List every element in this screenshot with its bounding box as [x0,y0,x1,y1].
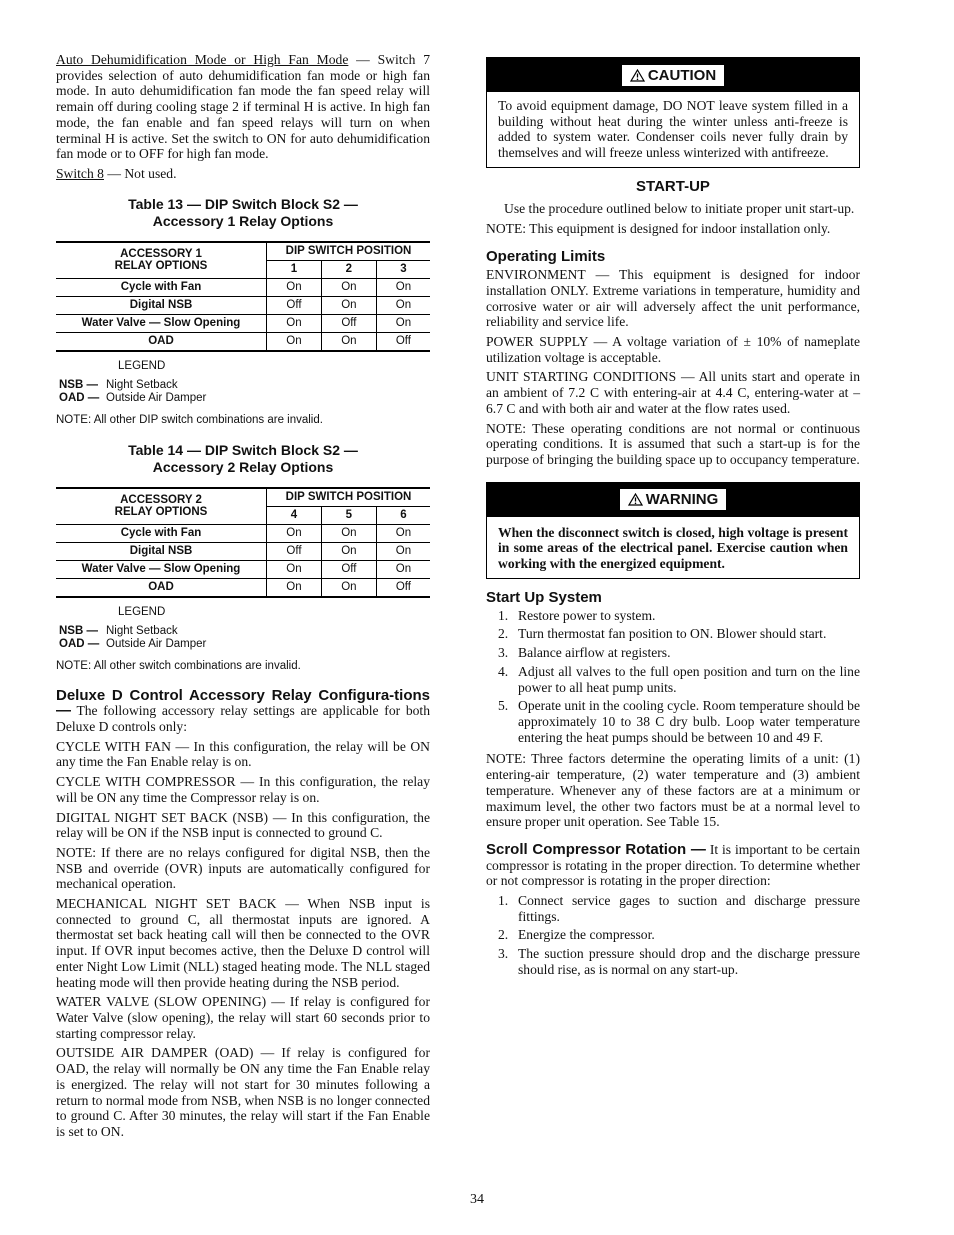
cell: Off [267,296,322,314]
table-14-caption-line1: Table 14 — DIP Switch Block S2 — [128,441,358,458]
cell: On [267,578,322,597]
left-column [56,52,430,1144]
warning-header [487,483,859,517]
body-paragraph: POWER SUPPLY — A voltage variation of ± 10% of nameplate utilization voltage is acceptable. [486,334,860,365]
cell: Off [376,578,430,597]
list-number: 3. [498,645,509,661]
cell: On [376,542,430,560]
list-number: 1. [498,607,509,623]
list-item [486,664,860,695]
legend-title: LEGEND [118,605,166,618]
startup-note: NOTE: This equipment is designed for indoor installation only. [486,220,831,236]
table-13-caption-line2: Accessory 1 Relay Options [152,212,334,229]
list-item [486,946,860,977]
table-14-caption [56,442,430,476]
table-13-label-header-line1: ACCESSORY 1 [120,248,202,261]
list-text: Energize the compressor. [518,927,655,943]
table-14-label-header-line1: ACCESSORY 2 [120,494,202,507]
cell: Off [321,560,376,578]
table-13-label-header [56,242,267,279]
body-paragraph: WATER VALVE (SLOW OPENING) — If relay is configured for Water Valve (slow opening), the relay will start 60 seconds prior to starting compressor relay. [56,994,430,1041]
table-13 [56,241,430,352]
row-label: Water Valve — Slow Opening [56,560,267,578]
table-14-note: NOTE: All other switch combinations are invalid. [56,659,301,672]
cell: On [267,560,322,578]
legend-text: Outside Air Damper [106,391,207,404]
list-item [486,698,860,745]
legend-text: Night Setback [106,624,178,637]
list-text: Connect service gages to suction and discharge pressure fittings. [518,893,860,924]
cell: Off [267,542,322,560]
switch-8-heading: Switch 8 [56,165,104,181]
auto-dehumidification-heading: Auto Dehumidification Mode or High Fan Mode [56,52,349,67]
body-paragraph: UNIT STARTING CONDITIONS — All units start and operate in an ambient of 7.2 C with entering-air at 4.4 C, entering-water at –6.7 C and with both air and water at the flow rates used. [486,369,860,416]
startup-system-title: Start Up System [486,588,602,606]
table-13-note: NOTE: All other DIP switch combinations are invalid. [56,413,323,426]
startup-intro: Use the procedure outlined below to initiate proper unit start-up. [504,200,855,216]
cell: On [321,332,376,351]
legend-text: Outside Air Damper [106,637,207,650]
body-paragraph: DIGITAL NIGHT SET BACK (NSB) — In this configuration, the relay will be ON if the NSB input is connected to ground C. [56,809,430,841]
cell: On [267,314,322,332]
auto-dehumidification-paragraph [56,52,430,162]
table-row [56,278,430,296]
scroll-steps-list [486,893,860,978]
list-number: 1. [498,893,509,909]
list-number: 2. [498,626,509,642]
table-14-legend [59,606,430,651]
caution-header [487,58,859,92]
list-item [486,626,860,642]
list-text: The suction pressure should drop and the discharge pressure should rise, as is normal on any start-up. [518,946,860,977]
body-paragraph: CYCLE WITH FAN — In this configuration, the relay will be ON any time the Fan Enable relay is on. [56,738,430,770]
list-number: 4. [498,663,509,679]
caution-box [486,57,860,168]
scroll-text: It is important to be certain compressor is rotating in the proper direction. To determine whether or not compressor is rotating in the proper direction: [486,841,860,889]
body-paragraph: CYCLE WITH COMPRESSOR — In this configuration, the relay will be ON any time the Compressor relay is on. [56,774,430,805]
list-number: 5. [498,698,509,714]
cell: On [376,296,430,314]
row-label: Digital NSB [56,542,267,560]
legend-abbr: OAD — [59,637,100,650]
list-item [486,893,860,924]
body-paragraph: NOTE: If there are no relays configured for digital NSB, then the NSB and override (OVR) inputs are automatically configured for mechanical operation. [56,844,430,892]
table-14-label-header [56,488,267,525]
warning-triangle-icon [630,69,645,82]
caution-text: To avoid equipment damage, DO NOT leave system filled in a building without heat during the winter unless anti-freeze is added to system water. Condenser coils never fully drain by themselves and will freeze unless winterized with antifreeze. [498,98,848,161]
legend-abbr: OAD — [59,391,100,404]
list-number: 3. [498,946,509,962]
cell: On [321,578,376,597]
cell: On [321,296,376,314]
body-paragraph: ENVIRONMENT — This equipment is designed for indoor installation ONLY. Extreme variations in temperature, humidity and corrosive water or air will adversely affect the unit performance, reliability and service life. [486,267,860,330]
caution-label [622,65,724,86]
row-label: Digital NSB [56,296,267,314]
cell: On [321,542,376,560]
deluxe-paragraph [56,688,430,735]
list-item [486,927,860,943]
warning-box [486,482,860,579]
list-text: Operate unit in the cooling cycle. Room temperature should be approximately 10 to 38 C dry bulb. Loop water temperature entering the heat pumps should be between 10 and 49 F. [518,698,861,745]
table-13-col-header: 3 [376,260,430,278]
table-13-col-header: 2 [321,260,376,278]
table-13-caption-line1: Table 13 — DIP Switch Block S2 — [128,195,358,212]
list-text: Turn thermostat fan position to ON. Blower should start. [518,626,827,642]
table-13-col-header: 1 [267,260,322,278]
cell: On [267,278,322,296]
table-14-caption-line2: Accessory 2 Relay Options [152,458,334,475]
body-paragraph: NOTE: These operating conditions are not normal or continuous operating conditions. It is assumed that such a start-up is for the purpose of bringing the building space up to occupancy temperature. [486,420,860,467]
warning-label [620,489,727,510]
table-row [56,296,430,314]
table-row [56,542,430,560]
table-14-col-header: 4 [267,506,322,524]
row-label: Water Valve — Slow Opening [56,314,267,332]
row-label: Cycle with Fan [56,524,267,542]
list-item [486,645,860,661]
table-row [56,560,430,578]
legend-item [59,625,430,638]
row-label: Cycle with Fan [56,278,267,296]
legend-title: LEGEND [118,359,166,372]
list-item [486,608,860,624]
startup-steps-list [486,608,860,746]
cell: On [376,278,430,296]
deluxe-heading: Deluxe D Control Accessory Relay Configura-tions — [56,686,430,720]
warning-text: When the disconnect switch is closed, high voltage is present in some areas of the electrical panel. Exercise caution when working with the energized equipment. [498,524,848,572]
switch-8-paragraph [56,166,430,182]
page-number: 34 [470,1192,484,1207]
list-text: Restore power to system. [518,607,656,623]
right-column [486,57,860,984]
row-label: OAD [56,332,267,351]
table-row [56,524,430,542]
warning-label-text: WARNING [645,491,719,509]
table-13-caption [56,196,430,230]
cell: On [376,524,430,542]
body-paragraph: MECHANICAL NIGHT SET BACK — When NSB input is connected to ground C, all thermostat inputs are ignored. A thermostat set back heating call will then be connected to the OVR input. If OVR input becomes active, then the Deluxe D control will enter Night Low Limit (NLL) staged heating mode. The NLL staged heating mode will then provide heating during the NSB period. [56,896,430,990]
cell: On [321,278,376,296]
table-row [56,332,430,351]
table-14 [56,487,430,598]
cell: On [267,524,322,542]
body-paragraph: OUTSIDE AIR DAMPER (OAD) — If relay is configured for OAD, the relay will normally be ON any time the Fan Enable relay is energized. The relay will not start for 30 minutes following a return to normal mode from NSB, when NSB is no longer connected to ground C. After 30 minutes, the relay will start if the Fan Enable is set to ON. [56,1045,430,1139]
list-number: 2. [498,927,509,943]
legend-text: Night Setback [106,378,178,391]
table-14-col-header: 6 [376,506,430,524]
scroll-heading: Scroll Compressor Rotation — [486,840,706,858]
caution-label-text: CAUTION [647,66,717,84]
legend-item [59,379,430,392]
cell: On [321,524,376,542]
legend-item [59,392,430,405]
auto-dehumidification-text: — Switch 7 provides selection of auto dehumidification fan mode or high fan mode. In auto dehumidification fan mode the fan speed relay will remain off during cooling stage 2 if terminal H is active. In high fan mode, the fan enable and fan speed relays will turn on when terminal H is active. Set the switch to ON for auto dehumidification fan mode or to OFF for high fan mode. [56,52,430,162]
cell: On [376,314,430,332]
table-row [56,578,430,597]
table-14-col-header: 5 [321,506,376,524]
operating-limits-title: Operating Limits [486,248,606,266]
list-text: Adjust all valves to the full open position and turn on the line power to all heat pump units. [518,663,860,695]
cell: Off [376,332,430,351]
row-label: OAD [56,578,267,597]
table-13-legend [59,360,430,405]
legend-item [59,638,430,651]
legend-abbr: NSB — [59,624,98,637]
table-13-label-header-line2: RELAY OPTIONS [114,260,208,273]
cell: On [376,560,430,578]
warning-triangle-icon [628,493,643,506]
switch-8-text: — Not used. [103,165,177,181]
table-13-position-header: DIP SWITCH POSITION [267,242,431,261]
table-14-label-header-line2: RELAY OPTIONS [114,506,208,519]
deluxe-text: The following accessory relay settings are applicable for both Deluxe D controls only: [56,703,430,735]
startup-title: START-UP [636,177,710,195]
factors-note: NOTE: Three factors determine the operating limits of a unit: (1) entering-air temperature, (2) water temperature and (3) ambient temperature. Whenever any of these factors are at a minimum or maximum level, the other two factors must be at a normal level to ensure proper unit operation. See Table 15. [486,751,860,830]
cell: On [267,332,322,351]
table-row [56,314,430,332]
legend-abbr: NSB — [59,378,98,391]
table-14-position-header: DIP SWITCH POSITION [267,488,431,507]
scroll-paragraph [486,842,860,889]
cell: Off [321,314,376,332]
list-text: Balance airflow at registers. [518,645,671,661]
